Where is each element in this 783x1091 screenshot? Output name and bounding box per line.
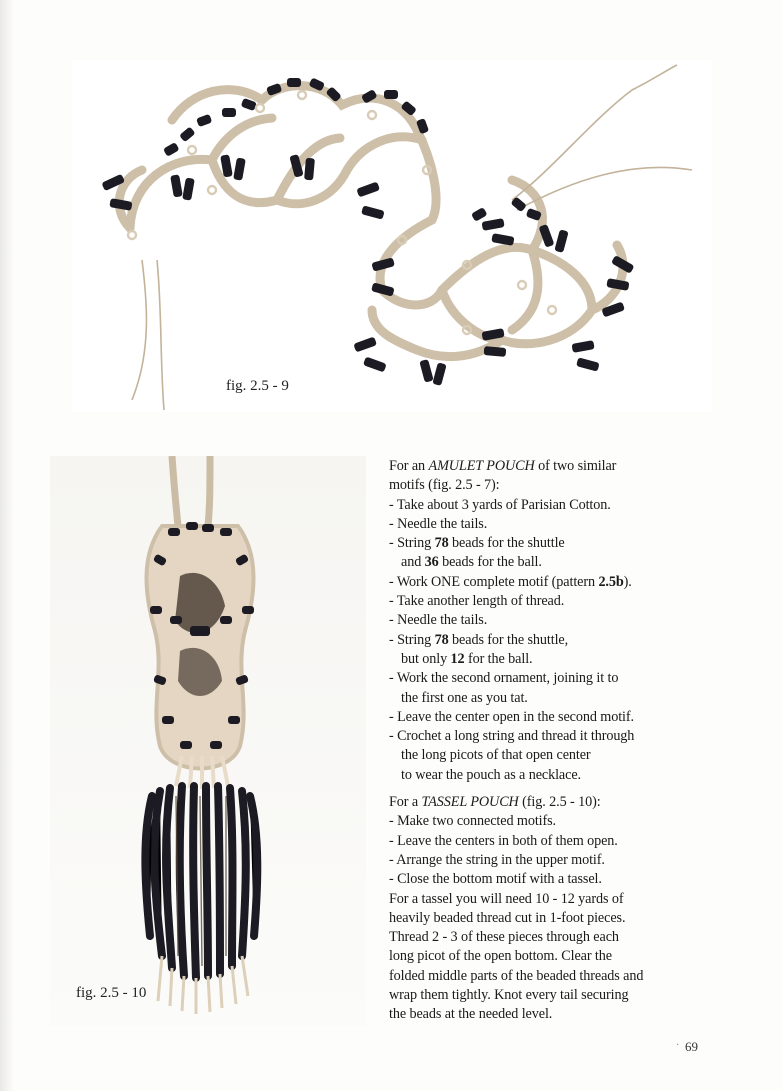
tassel-intro: For a TASSEL POUCH (fig. 2.5 - 10): [389, 794, 601, 811]
instructions-text [389, 457, 724, 1025]
amulet-intro: For an AMULET POUCH of two similar [389, 458, 617, 474]
amulet-step: and 36 beads for the ball. [401, 554, 542, 571]
page-mark: · [676, 1040, 680, 1051]
tassel-pouch-illustration [50, 456, 366, 1026]
tassel-step: - Leave the centers in both of them open. [389, 832, 618, 849]
tassel-text: folded middle parts of the beaded threads and [389, 967, 644, 984]
tassel-text: Thread 2 - 3 of these pieces through each [389, 929, 619, 946]
tassel-pouch-title: TASSEL POUCH [421, 794, 519, 811]
amulet-step: to wear the pouch as a necklace. [401, 766, 581, 783]
tassel-step: - Arrange the string in the upper motif. [389, 851, 605, 868]
amulet-step: - Crochet a long string and thread it through [389, 728, 635, 745]
tassel-text: For a tassel you will need 10 - 12 yards of [389, 890, 624, 907]
tassel-step: - Close the bottom motif with a tassel. [389, 871, 602, 888]
tassel-text: long picot of the open bottom. Clear the [389, 948, 612, 965]
amulet-step: - Take another length of thread. [389, 593, 565, 610]
amulet-intro-cont: motifs (fig. 2.5 - 7): [389, 477, 500, 494]
tassel-text: wrap them tightly. Knot every tail securing [389, 987, 629, 1004]
amulet-pouch-title: AMULET POUCH [428, 458, 535, 474]
lace-photo [72, 60, 712, 412]
tassel-pouch-photo [50, 456, 366, 1026]
amulet-step: - Leave the center open in the second motif. [389, 708, 634, 725]
amulet-step: - Work ONE complete motif (pattern 2.5b). [389, 573, 632, 590]
amulet-step: - Take about 3 yards of Parisian Cotton. [389, 496, 611, 513]
bottom-figure-caption: fig. 2.5 - 10 [76, 985, 147, 1001]
tassel-text: heavily beaded thread cut in 1-foot pieces. [389, 909, 626, 926]
amulet-step: the first one as you tat. [401, 689, 528, 706]
amulet-step: - Work the second ornament, joining it to [389, 670, 619, 687]
amulet-step: - String 78 beads for the shuttle [389, 535, 565, 552]
amulet-step: - Needle the tails. [389, 612, 488, 629]
amulet-step: the long picots of that open center [401, 747, 591, 764]
page-number: 69 [685, 1039, 698, 1054]
amulet-step: but only 12 for the ball. [401, 650, 533, 667]
tassel-step: - Make two connected motifs. [389, 813, 557, 830]
amulet-step: - String 78 beads for the shuttle, [389, 631, 569, 648]
lace-illustration [72, 60, 712, 412]
amulet-step: - Needle the tails. [389, 515, 488, 532]
tassel-text: the beads at the needed level. [389, 1006, 553, 1023]
top-figure-caption: fig. 2.5 - 9 [226, 378, 289, 394]
page-edge [0, 0, 14, 1091]
